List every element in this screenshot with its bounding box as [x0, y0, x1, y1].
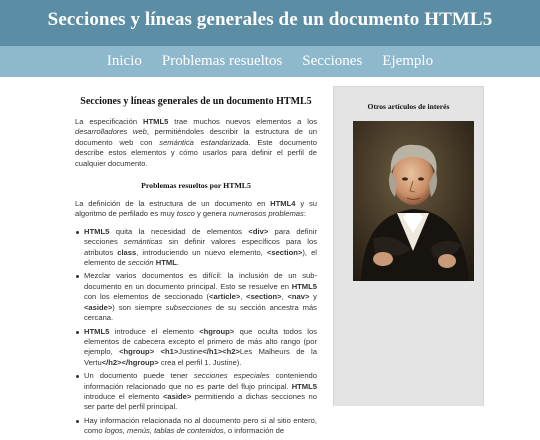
- intro-paragraph: La especificación HTML5 trae muchos nuevos elementos a los desarrolladores web, permitiéndoles describir la estructura de un documento web con semántica estandarizada. Este documento describe estos elementos y cómo usarlos para definir el perfil de cualquier documento.: [75, 117, 317, 168]
- portrait-image[interactable]: [353, 121, 474, 281]
- nav-link-secciones[interactable]: Secciones: [302, 53, 363, 69]
- nav-link-inicio[interactable]: Inicio: [106, 53, 142, 69]
- list-item: HTML5 introduce el elemento <hgroup> que oculta todos los elementos de cabecera excepto el primero de más alto rango (por ejemplo, <hgroup> <h1>Justine</h1><h2>Les Malheurs de la Vertu</h2></hgroup> crea el perfil 1. Justine).: [75, 327, 317, 369]
- sidebar-title: Otros artículos de interés: [367, 102, 450, 111]
- list-item: HTML5 quita la necesidad de elementos <div> para definir secciones semánticas sin definir valores específicos para los atributos class, introduciendo un nuevo elemento, <section>), el elemento de sección HTML.: [75, 227, 317, 269]
- list-item: Hay información relacionada no al documento pero si al sitio entero, como logos, menús, tablas de contenidos, o información de: [75, 416, 317, 437]
- nav-link-ejemplo[interactable]: Ejemplo: [382, 53, 434, 69]
- list-item: Un documento puede tener secciones especiales conteniendo información relacionado que no es parte del flujo principal. HTML5 introduce el elemento <aside> permitiendo a dichas secciones no ser parte del perfil principal.: [75, 371, 317, 413]
- main-nav: [0, 46, 540, 77]
- nav-link-problemas-resueltos[interactable]: Problemas resueltos: [161, 53, 283, 69]
- main-article: [75, 92, 317, 440]
- section-subtitle: Problemas resueltos por HTML5: [141, 181, 251, 191]
- list-item: Mezclar varios documentos es difícil: la inclusión de un sub-documento en un documento principal. Esto se resuelve en HTML5 con los elementos de seccionado (<article>, <section>, <nav> y <aside>) son siempre subsecciones de su sección ancestra más cercana.: [75, 271, 317, 323]
- problems-list: [75, 227, 317, 437]
- sidebar: [333, 86, 484, 406]
- problems-paragraph: La definición de la estructura de un documento en HTML4 y su algoritmo de perfilado es muy tosco y genera numerosos problemas:: [75, 199, 317, 219]
- article-title: Secciones y líneas generales de un documento HTML5: [80, 96, 312, 107]
- site-title: Secciones y líneas generales de un documento HTML5: [47, 9, 493, 30]
- site-header: [0, 0, 540, 46]
